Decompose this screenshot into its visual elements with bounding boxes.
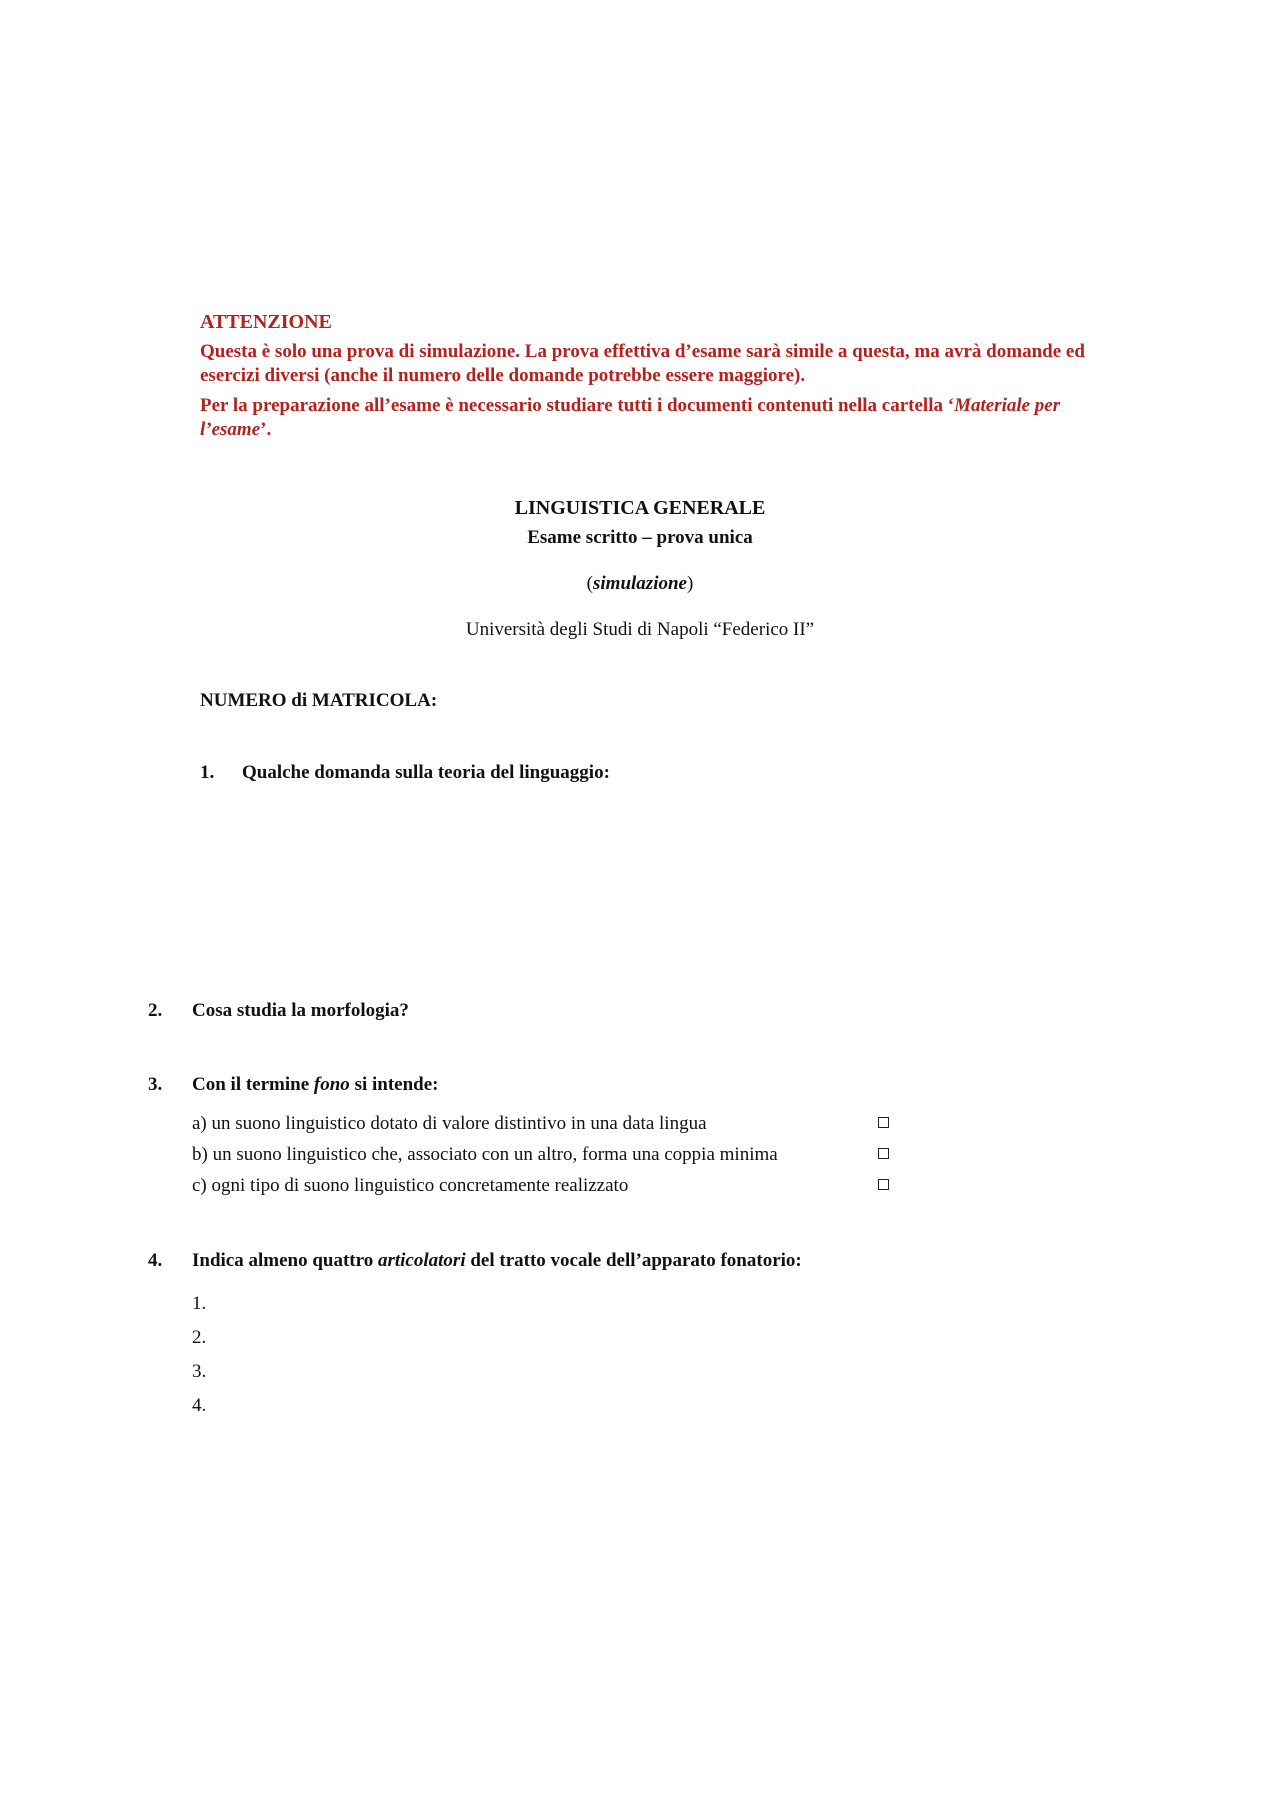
exam-title: LINGUISTICA GENERALE xyxy=(514,497,766,519)
answer-item-2: 2. xyxy=(192,1327,207,1348)
question-3-text-suffix: si intende: xyxy=(349,1074,439,1095)
option-c-checkbox[interactable] xyxy=(878,1179,889,1190)
answer-item-4: 4. xyxy=(192,1395,207,1416)
matricola-label: NUMERO di MATRICOLA: xyxy=(200,690,438,711)
question-3-options xyxy=(192,1108,892,1201)
warning-paragraph-2-suffix: ’. xyxy=(260,419,272,440)
question-4-text-suffix: del tratto vocale dell’apparato fonatorio: xyxy=(465,1250,802,1271)
warning-title: ATTENZIONE xyxy=(200,311,332,333)
option-b-checkbox[interactable] xyxy=(878,1148,889,1159)
warning-paragraph-1: Questa è solo una prova di simulazione. La prova effettiva d’esame sarà simile a questa, ma avrà domande ed esercizi diversi (anche il numero delle domande potrebbe essere maggiore). xyxy=(200,341,1085,386)
question-1-number: 1. xyxy=(200,762,215,783)
answer-item-1: 1. xyxy=(192,1293,207,1314)
question-4-answer-list xyxy=(192,1287,206,1423)
warning-paragraph-2 xyxy=(200,394,1100,442)
exam-simulation-label xyxy=(0,570,1280,598)
question-4-text-prefix: Indica almeno quattro xyxy=(192,1250,378,1271)
simulation-word: simulazione xyxy=(593,573,687,594)
question-4-text-italic: articolatori xyxy=(377,1250,466,1271)
option-b-text: b) un suono linguistico che, associato con un altro, forma una coppia minima xyxy=(192,1144,778,1165)
question-3-text-prefix: Con il termine xyxy=(192,1074,314,1095)
question-4-number: 4. xyxy=(148,1250,163,1271)
option-b xyxy=(192,1139,892,1170)
exam-subtitle: Esame scritto – prova unica xyxy=(527,527,753,548)
question-3-number: 3. xyxy=(148,1074,163,1095)
question-2 xyxy=(148,998,409,1024)
question-2-number: 2. xyxy=(148,1000,163,1021)
option-c xyxy=(192,1170,892,1201)
option-c-text: c) ogni tipo di suono linguistico concretamente realizzato xyxy=(192,1175,629,1196)
question-1-text: Qualche domanda sulla teoria del linguaggio: xyxy=(242,762,610,783)
warning-paragraph-2-prefix: Per la preparazione all’esame è necessario studiare tutti i documenti contenuti nella cartella ‘ xyxy=(200,395,955,416)
warning-box xyxy=(200,310,1100,448)
question-2-text: Cosa studia la morfologia? xyxy=(192,1000,409,1021)
university-name: Università degli Studi di Napoli “Federico II” xyxy=(465,619,815,640)
option-a xyxy=(192,1108,892,1139)
option-a-checkbox[interactable] xyxy=(878,1117,889,1128)
simulation-close-paren: ) xyxy=(686,573,694,594)
question-3 xyxy=(148,1072,439,1098)
question-1 xyxy=(200,760,610,786)
warning-paragraph-2-italic: Materiale per l’esame xyxy=(200,395,1061,440)
option-a-text: a) un suono linguistico dotato di valore distintivo in una data lingua xyxy=(192,1113,707,1134)
exam-header xyxy=(0,494,1280,644)
simulation-open-paren: ( xyxy=(586,573,593,594)
question-4 xyxy=(148,1248,802,1274)
question-3-text-italic: fono xyxy=(313,1074,350,1095)
answer-item-3: 3. xyxy=(192,1361,207,1382)
